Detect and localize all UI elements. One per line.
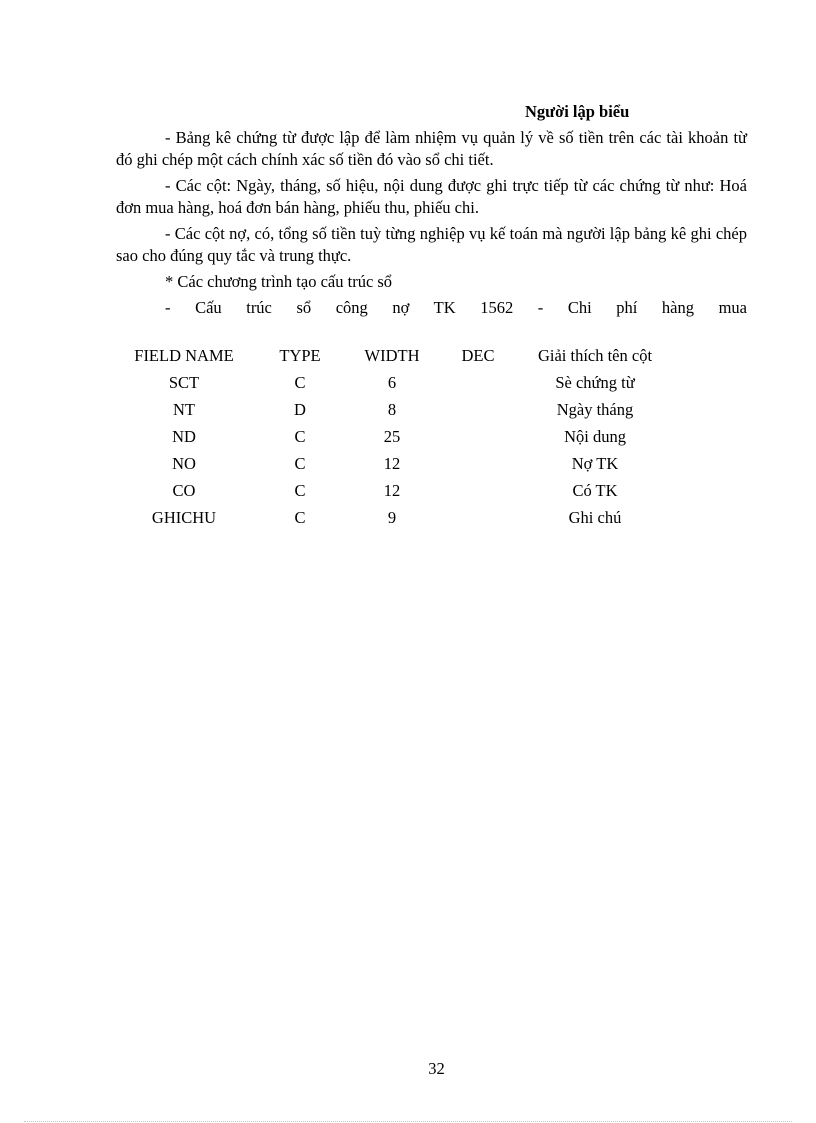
signer-label: Người lập biểu <box>525 102 630 121</box>
cell-type: C <box>294 426 306 446</box>
paragraph-columns-date: - Các cột: Ngày, tháng, số hiệu, nội dung được ghi trực tiếp từ các chứng từ như: Hoá đơn mua hàng, hoá đơn bán hàng, phiếu thu, phiếu chi. <box>116 176 747 217</box>
ledger-structure-table <box>116 342 670 531</box>
table-row <box>116 369 670 396</box>
cell-description: Ngày tháng <box>556 399 634 419</box>
cell-width: 25 <box>383 426 401 446</box>
paragraph-programs-heading: * Các chương trình tạo cấu trúc sổ <box>165 272 393 291</box>
cell-width: 12 <box>383 480 401 500</box>
cell-field-name: ND <box>172 426 196 446</box>
cell-type: C <box>294 507 306 527</box>
cell-description: Sè chứng từ <box>555 372 635 392</box>
cell-width: 12 <box>383 453 401 473</box>
table-header-row <box>116 342 670 369</box>
cell-dec <box>436 477 520 504</box>
cell-type: C <box>294 480 306 500</box>
cell-dec <box>436 450 520 477</box>
cell-type: C <box>294 372 306 392</box>
cell-description: Ghi chú <box>568 507 622 527</box>
cell-width: 6 <box>387 372 397 392</box>
cell-type: D <box>294 399 306 419</box>
cell-field-name: SCT <box>168 372 200 392</box>
table-row <box>116 450 670 477</box>
footer-divider <box>24 1121 792 1122</box>
header-width: WIDTH <box>364 345 420 365</box>
header-dec: DEC <box>461 345 495 365</box>
cell-field-name: NT <box>173 399 195 419</box>
cell-field-name: CO <box>172 480 196 500</box>
header-type: TYPE <box>279 345 321 365</box>
cell-description: Nợ TK <box>571 453 619 473</box>
table-row <box>116 423 670 450</box>
cell-field-name: GHICHU <box>151 507 217 527</box>
cell-description: Nội dung <box>564 426 626 446</box>
header-field-name: FIELD NAME <box>134 345 234 365</box>
cell-description: Có TK <box>572 480 618 500</box>
cell-dec <box>436 423 520 450</box>
cell-dec <box>436 369 520 396</box>
paragraph-voucher-list: - Bảng kê chứng từ được lập để làm nhiệm vụ quản lý về số tiền trên các tài khoản từ đó ghi chép một cách chính xác số tiền đó vào sổ chi tiết. <box>116 128 747 169</box>
table-row <box>116 504 670 531</box>
header-description: Giải thích tên cột <box>537 345 653 365</box>
paragraph-columns-amounts: - Các cột nợ, có, tổng số tiền tuỳ từng nghiệp vụ kế toán mà người lập bảng kê ghi chép sao cho đúng quy tắc và trung thực. <box>116 224 747 265</box>
cell-type: C <box>294 453 306 473</box>
cell-width: 8 <box>387 399 397 419</box>
cell-width: 9 <box>387 507 397 527</box>
table-row <box>116 477 670 504</box>
page-number: 32 <box>428 1059 445 1078</box>
paragraph-ledger-structure: - Cấu trúc sổ công nợ TK 1562 - Chi phí hàng mua <box>165 298 747 317</box>
body-text <box>116 127 747 323</box>
cell-dec <box>436 396 520 423</box>
cell-field-name: NO <box>172 453 196 473</box>
cell-dec <box>436 504 520 531</box>
table-row <box>116 396 670 423</box>
